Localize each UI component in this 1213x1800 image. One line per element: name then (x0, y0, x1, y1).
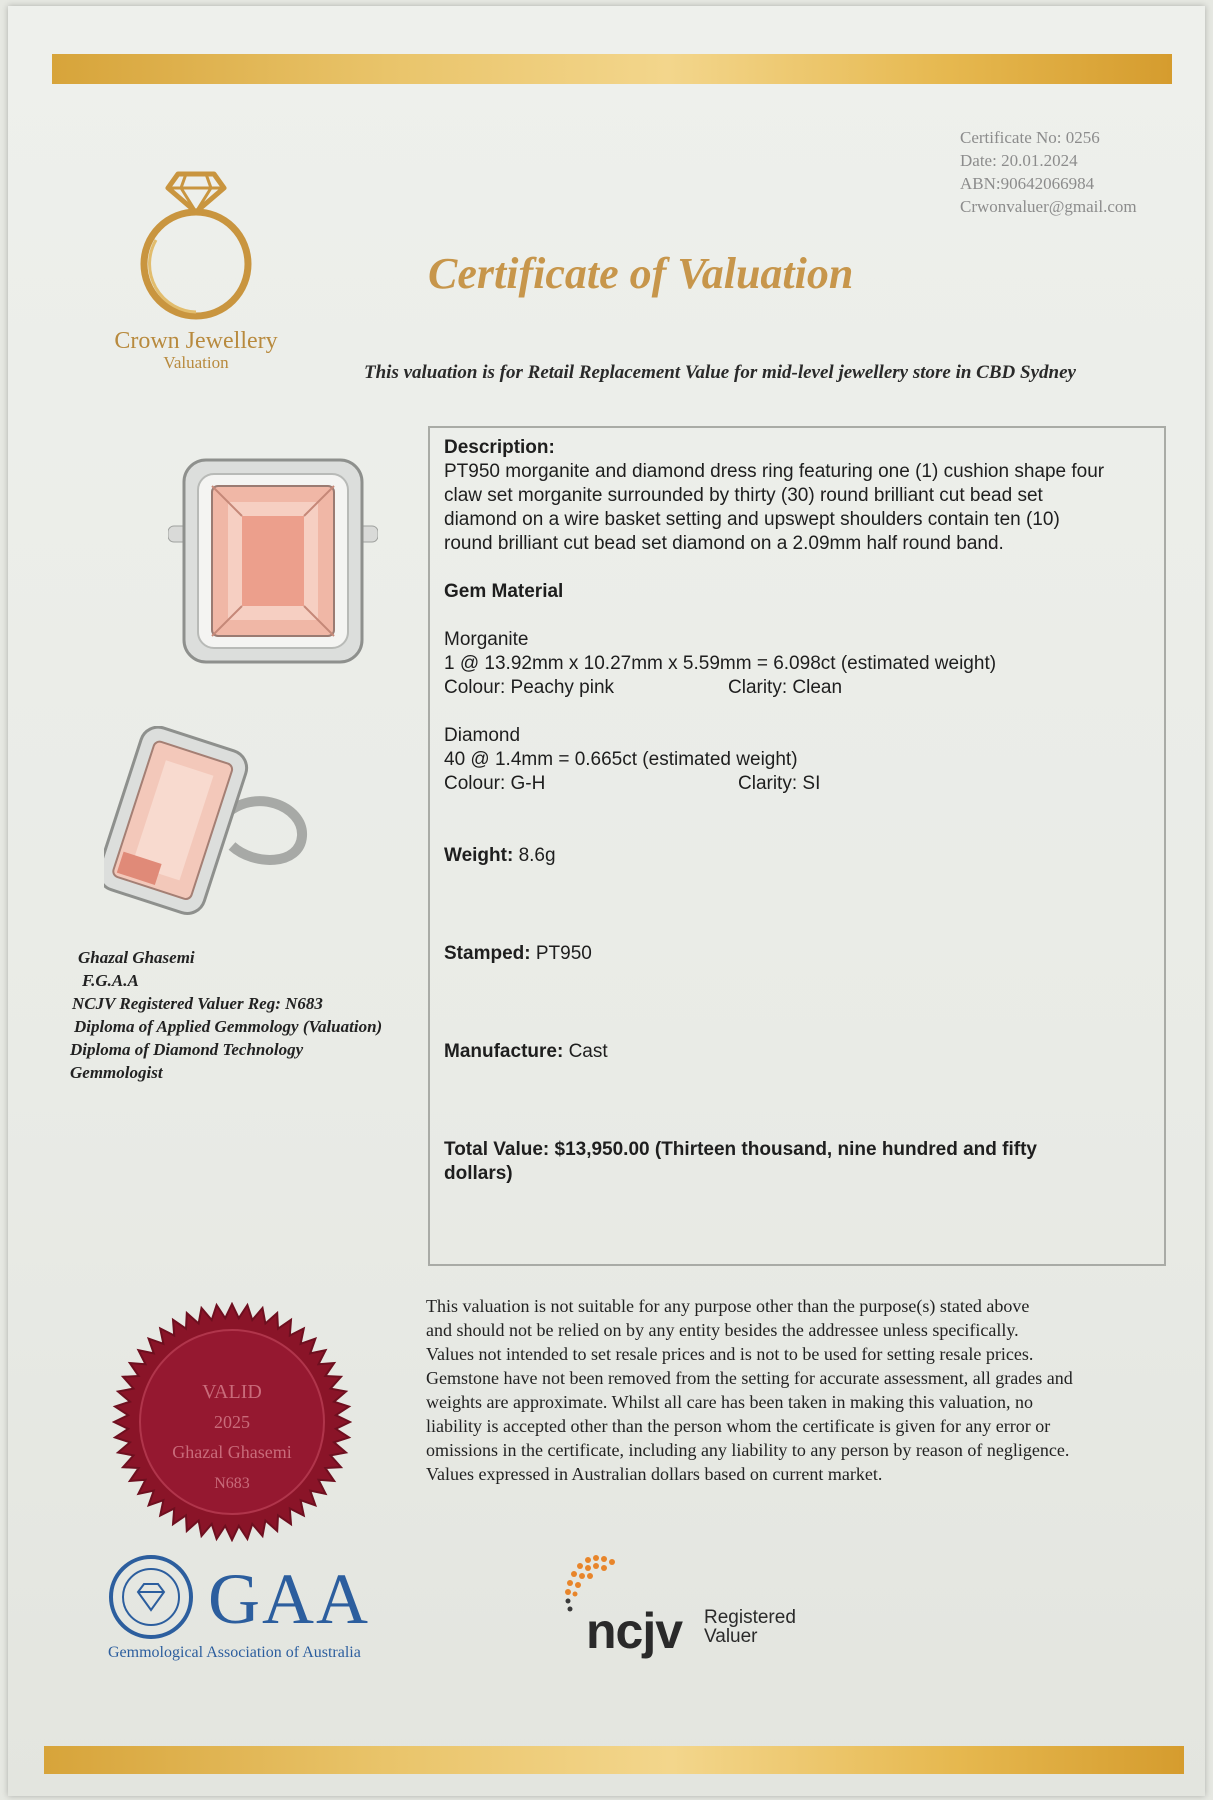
seal-name: Ghazal Ghasemi (172, 1442, 292, 1462)
disclaimer-line: liability is accepted other than the person whom the certificate is given for any error or (426, 1416, 1051, 1436)
gaa-wordmark: GAA (208, 1559, 370, 1639)
manufacture-line (444, 1040, 1150, 1064)
wax-seal (112, 1302, 352, 1542)
ncjv-registered-valuer (704, 1608, 796, 1646)
morganite-grade-row (444, 676, 1150, 700)
gaa-fullname: Gemmological Association of Australia (108, 1644, 361, 1661)
description-line: claw set morganite surrounded by thirty (30) round brilliant cut bead set (444, 485, 1043, 506)
disclaimer-line: Gemstone have not been removed from the setting for accurate assessment, all grades and (426, 1368, 1073, 1388)
weight-label: Weight: (444, 845, 514, 866)
ring-crown-icon (126, 166, 266, 326)
stamped-value: PT950 (530, 943, 592, 964)
valuer-info (70, 946, 383, 1084)
seal-reg: N683 (214, 1475, 250, 1492)
weight-value: 8.6g (513, 845, 556, 866)
gaa-logo (108, 1554, 370, 1661)
diamond-colour: Colour: G-H (444, 773, 546, 794)
manufacture-label: Manufacture: (444, 1041, 564, 1062)
morganite-spec: 1 @ 13.92mm x 10.27mm x 5.59mm = 6.098ct (estimated weight) (444, 653, 997, 674)
brand-name: Crown Jewellery (114, 328, 278, 354)
stamped-label: Stamped: (444, 943, 531, 964)
valuer-title: F.G.A.A (82, 971, 139, 990)
ncjv-logo (558, 1550, 796, 1659)
top-gold-bar (52, 54, 1172, 84)
certificate-meta (960, 126, 1137, 218)
disclaimer-line: Values expressed in Australian dollars based on current market. (426, 1464, 883, 1484)
total-value-line-1: Total Value: $13,950.00 (Thirteen thousand, nine hundred and fifty (444, 1139, 1037, 1160)
manufacture-value: Cast (563, 1041, 608, 1062)
certificate-page (8, 6, 1205, 1796)
ring-side-image (104, 726, 314, 926)
ring-front-image (168, 456, 378, 686)
disclaimer (426, 1294, 1171, 1486)
email: Crwonvaluer@gmail.com (960, 197, 1137, 216)
seal-valid: VALID (202, 1381, 262, 1403)
total-value-line-2: dollars) (444, 1163, 513, 1184)
abn: ABN:90642066984 (960, 174, 1095, 193)
gaa-emblem-icon (108, 1554, 194, 1640)
page-title: Certificate of Valuation (428, 249, 854, 298)
valuer-name: Ghazal Ghasemi (78, 948, 195, 967)
disclaimer-line: omissions in the certificate, including any liability to any person by reason of negligence. (426, 1440, 1070, 1460)
disclaimer-line: Values not intended to set resale prices and is not to be used for setting resale prices. (426, 1344, 1034, 1364)
description-label: Description: (444, 437, 555, 458)
ncjv-valuer: Valuer (704, 1626, 758, 1647)
valuer-diploma-2: Diploma of Diamond Technology (70, 1040, 304, 1059)
valuer-role: Gemmologist (70, 1063, 163, 1082)
disclaimer-line: This valuation is not suitable for any purpose other than the purpose(s) stated above (426, 1296, 1030, 1316)
diamond-name: Diamond (444, 725, 521, 746)
description-line: round brilliant cut bead set diamond on a 2.09mm half round band. (444, 533, 1004, 554)
brand-sub: Valuation (163, 353, 229, 372)
page-subtitle: This valuation is for Retail Replacement Value for mid-level jewellery store in CBD Sydney (364, 362, 1076, 383)
diamond-spec: 40 @ 1.4mm = 0.665ct (estimated weight) (444, 749, 798, 770)
morganite-name: Morganite (444, 629, 529, 650)
stamped-line (444, 942, 1150, 966)
crown-jewellery-logo (86, 166, 306, 396)
certificate-number: Certificate No: 0256 (960, 128, 1100, 147)
morganite-clarity: Clarity: Clean (728, 677, 843, 698)
disclaimer-line: and should not be relied on by any entity besides the addressee unless specifically. (426, 1320, 1019, 1340)
certificate-date: Date: 20.01.2024 (960, 151, 1078, 170)
ncjv-registered: Registered (704, 1607, 796, 1628)
valuer-reg: NCJV Registered Valuer Reg: N683 (72, 994, 323, 1013)
disclaimer-line: weights are approximate. Whilst all care has been taken in making this valuation, no (426, 1392, 1033, 1412)
diamond-grade-row (444, 772, 1150, 796)
diamond-clarity: Clarity: SI (738, 773, 821, 794)
ncjv-wordmark: ncjv (586, 1603, 683, 1659)
description-line: diamond on a wire basket setting and upswept shoulders contain ten (10) (444, 509, 1060, 530)
weight-line (444, 844, 1150, 868)
bottom-gold-bar (44, 1746, 1184, 1774)
seal-year: 2025 (214, 1412, 250, 1432)
valuer-diploma-1: Diploma of Applied Gemmology (Valuation) (74, 1017, 383, 1036)
morganite-colour: Colour: Peachy pink (444, 677, 615, 698)
valuation-details-box (428, 426, 1166, 1266)
description-line: PT950 morganite and diamond dress ring featuring one (1) cushion shape four (444, 461, 1105, 482)
gem-material-label: Gem Material (444, 581, 564, 602)
